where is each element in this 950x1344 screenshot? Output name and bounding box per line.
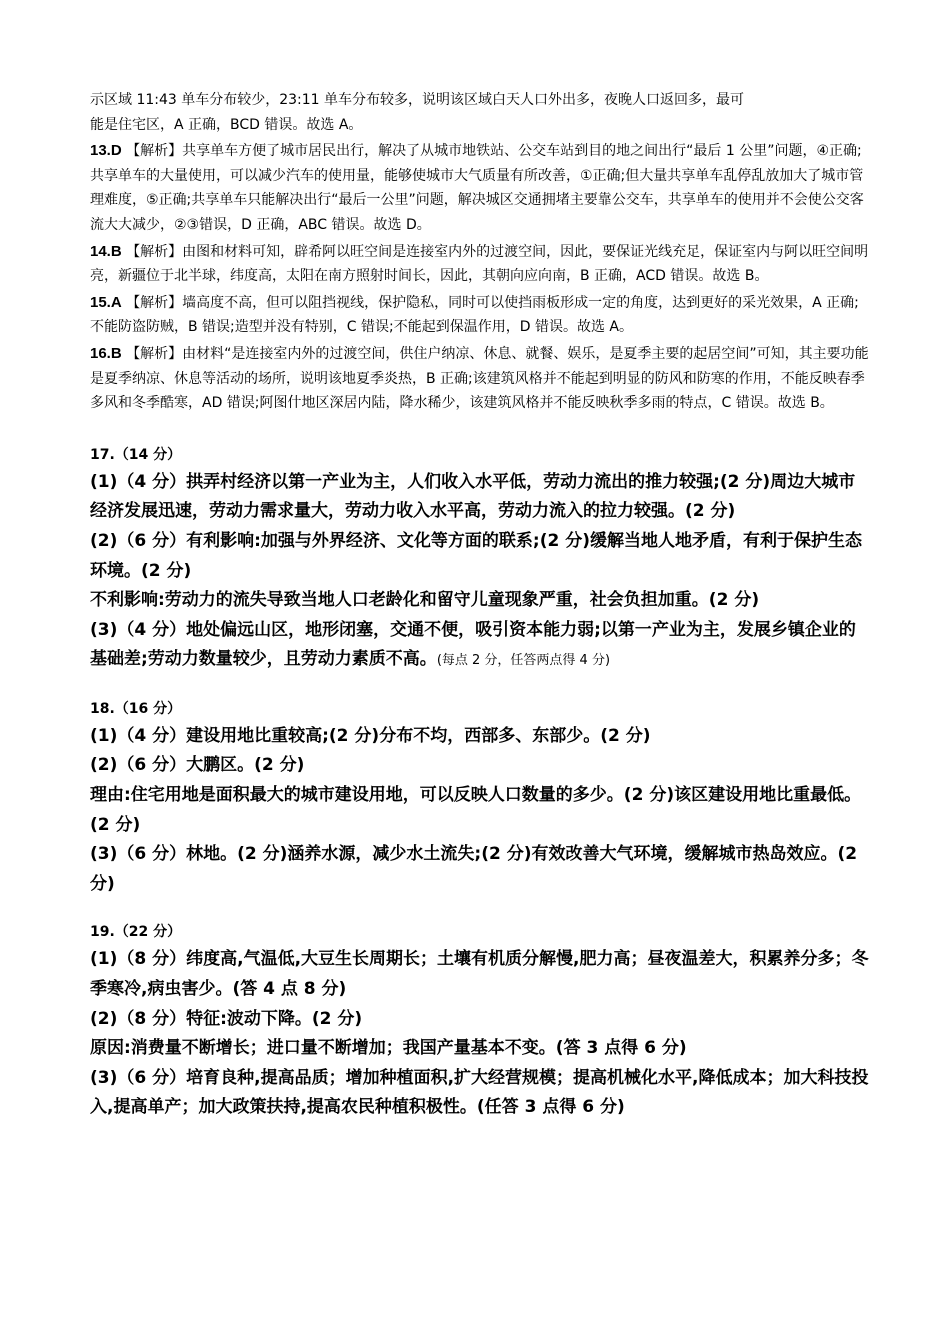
answer-13-number: 13.D [90,142,122,160]
answer-16-number: 16.B [90,344,122,362]
intro-paragraph [90,88,870,137]
answer-17-1: (1)（4 分）拱弄村经济以第一产业为主，人们收入水平低，劳动力流出的推力较强;(2 分)周边大城市经济发展迅速，劳动力需求量大，劳动力收入水平高，劳动力流入的拉力较强。(2 分) [90,471,856,522]
answer-14-text: 【解析】由图和材料可知，辟希阿以旺空间是连接室内外的过渡空间，因此，要保证光线充足，保证室内与阿以旺空间明亮，新疆位于北半球，纬度高，太阳在南方照射时间长，因此，其朝向应向南，B 正确，ACD 错误。故选 B。 [90,243,869,285]
question-17-title: 17.（14 分） [90,446,182,463]
answer-19-1: (1)（8 分）纬度高,气温低,大豆生长周期长；土壤有机质分解慢,肥力高；昼夜温差大，积累养分多；冬季寒冷,病虫害少。(答 4 点 8 分) [90,949,869,1000]
answer-18-1: (1)（4 分）建设用地比重较高;(2 分)分布不均，西部多、东部少。(2 分) [90,725,651,746]
spacer [90,418,870,442]
answer-18-3: (3)（6 分）林地。(2 分)涵养水源，减少水土流失;(2 分)有效改善大气环境，缓解城市热岛效应。(2 分) [90,844,858,894]
answer-19-2-b: 原因:消费量不断增长；进口量不断增加；我国产量基本不变。(答 3 点得 6 分) [90,1038,687,1059]
answer-15-text: 【解析】墙高度不高，但可以阻挡视线，保护隐私，同时可以使挡雨板形成一定的角度，达到更好的采光效果，A 正确;不能防盗防贼，B 错误;造型并没有特别，C 错误;不能起到保温作用，D 错误。故选 A。 [90,294,859,336]
answer-16-text: 【解析】由材料“是连接室内外的过渡空间，供住户纳凉、休息、就餐、娱乐，是夏季主要的起居空间”可知，其主要功能是夏季纳凉、休息等活动的场所，说明该地夏季炎热，B 正确;该建筑风格并不能起到明显的防风和防寒的作用，不能反映春季多风和冬季酷寒，AD 错误;阿图什地区深居内陆，降水稀少，该建筑风格并不能反映秋季多雨的特点，C 错误。故选 B。 [90,345,869,412]
question-19-title: 19.（22 分） [90,924,182,941]
answer-15-number: 15.A [90,293,122,311]
answer-13-text: 【解析】共享单车方便了城市居民出行，解决了从城市地铁站、公交车站到目的地之间出行“最后 1 公里”问题，④正确;共享单车的大量使用，可以减少汽车的使用量，能够使城市大气质量有所改善，①正确;但大量共享单车乱停乱放加大了城市管理难度，⑤正确;共享单车只能解决出行“最后一公里”问题，解决城区交通拥堵主要靠公交车，共享单车的使用并不会使公交客流大大减少，②③错误，D 正确，ABC 错误。故选 D。 [90,143,864,233]
question-18-title: 18.（16 分） [90,700,182,717]
answer-13 [90,139,870,237]
answer-19-3: (3)（6 分）培育良种,提高品质；增加种植面积,扩大经营规模；提高机械化水平,降低成本；加大科技投入,提高单产；加大政策扶持,提高农民种植积极性。(任答 3 点得 6 分) [90,1067,869,1118]
intro-line-1: 示区域 11:43 单车分布较少，23:11 单车分布较多，说明该区域白天人口外出多，夜晚人口返回多，最可 [90,92,745,108]
answer-17-3: (3)（4 分）地处偏远山区，地形闭塞，交通不便，吸引资本能力弱;以第一产业为主，发展乡镇企业的基础差;劳动力数量较少，且劳动力素质不高。(每点 2 分，任答两点得 4 分) [90,619,856,670]
answer-17-3-note: (每点 2 分，任答两点得 4 分) [436,653,611,669]
answer-17-2: (2)（6 分）有利影响:加强与外界经济、文化等方面的联系;(2 分)缓解当地人地矛盾，有利于保护生态环境。(2 分) [90,530,862,581]
document-page [90,88,870,1123]
answer-15 [90,291,870,340]
answer-18-2-b: 理由:住宅用地是面积最大的城市建设用地，可以反映人口数量的多少。(2 分)该区建设用地比重最低。(2 分) [90,785,862,835]
answer-18-2: (2)（6 分）大鹏区。(2 分) [90,755,305,776]
spacer [90,676,870,696]
intro-line-2: 能是住宅区，A 正确，BCD 错误。故选 A。 [90,116,363,133]
answer-16 [90,342,870,416]
spacer [90,899,870,919]
answer-14 [90,240,870,289]
answer-14-number: 14.B [90,242,122,260]
answer-17-2-b: 不利影响:劳动力的流失导致当地人口老龄化和留守儿童现象严重，社会负担加重。(2 分) [90,590,760,611]
answer-19-2: (2)（8 分）特征:波动下降。(2 分) [90,1008,363,1029]
